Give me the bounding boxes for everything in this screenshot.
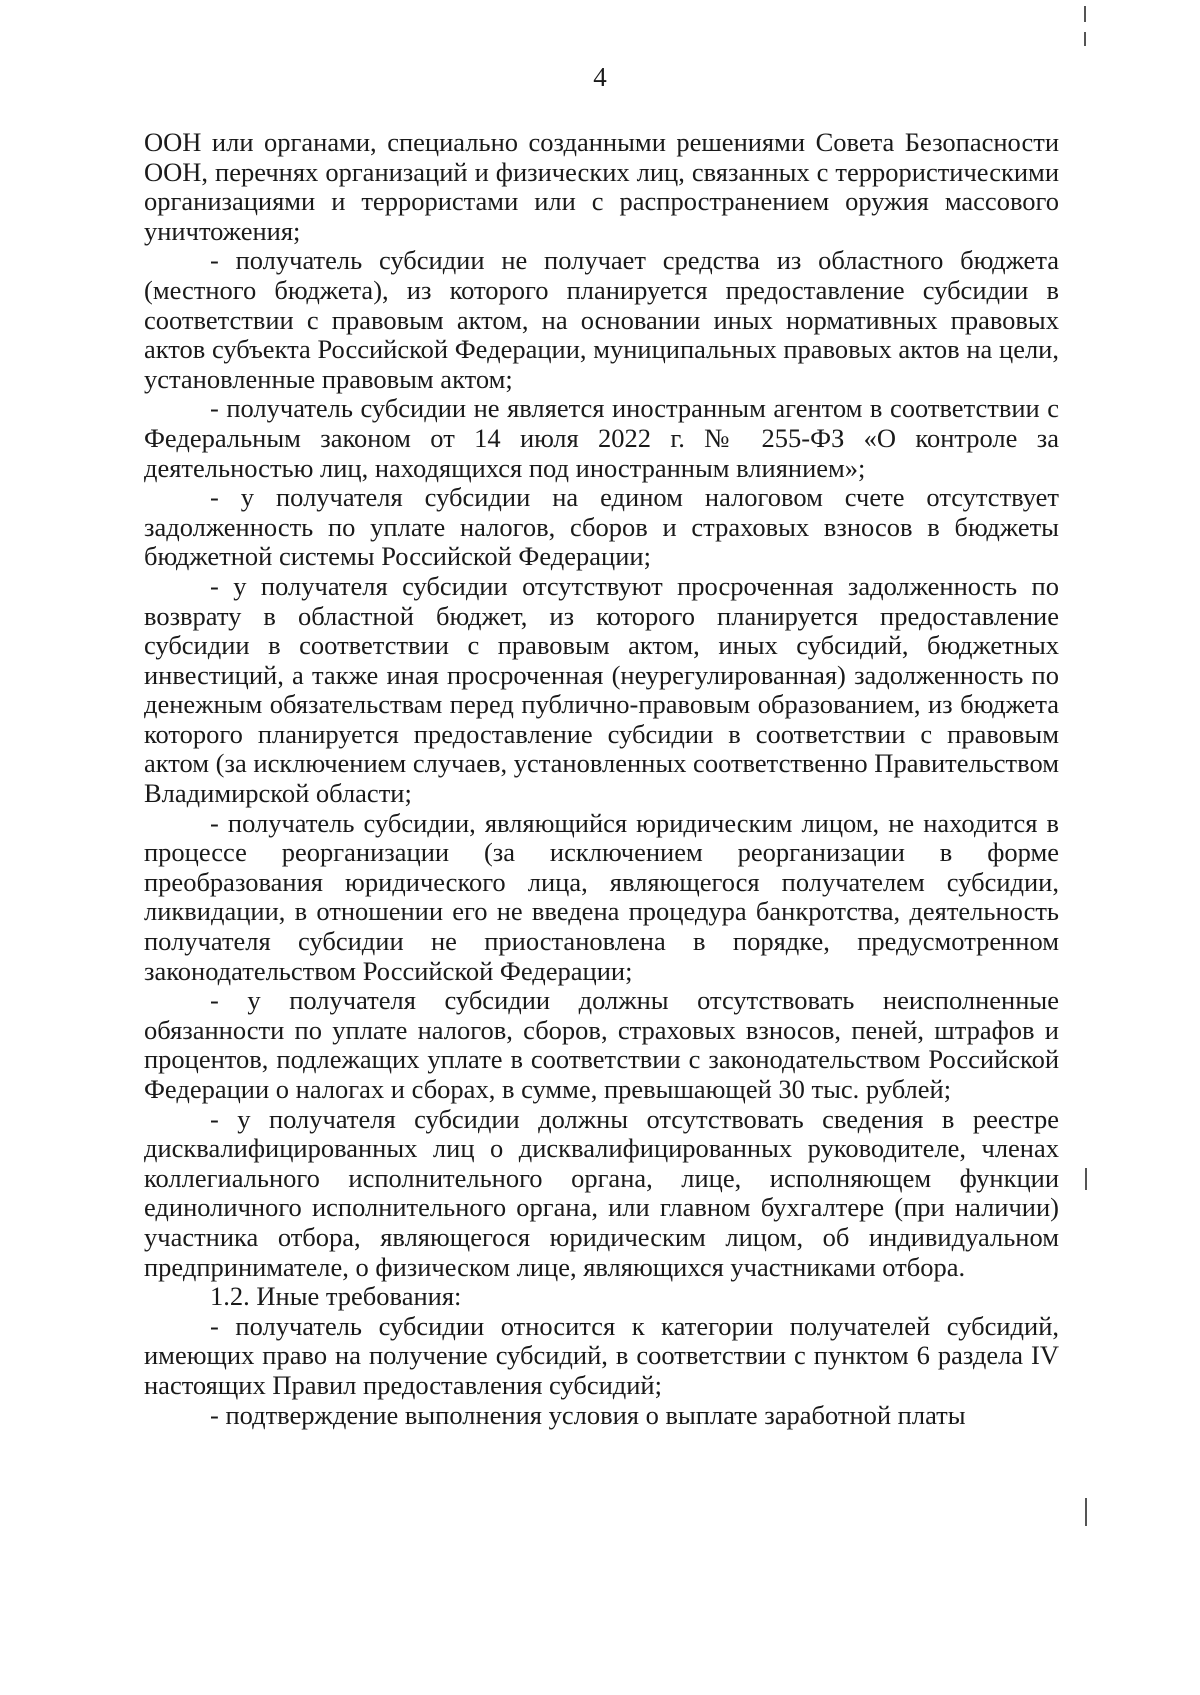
scan-artifact-line [1085,1168,1087,1190]
paragraph-not-foreign-agent: - получатель субсидии не является иностранным агентом в соответствии с Федеральным законом от 14 июля 2022 г. № 255-ФЗ «О контроле за деятельностью лиц, находящихся под иностранным влиянием»; [144,393,1059,483]
paragraph-disqualified-persons: - у получателя субсидии должны отсутствовать сведения в реестре дисквалифицированных лиц о дисквалифицированных руководителе, членах коллегиального исполнительного органа, лице, исполняющем функции единоличного исполнительного органа, или главном бухгалтере (при наличии) участника отбора, являющегося юридическим лицом, об индивидуальном предпринимателе, о физическом лице, являющихся участниками отбора. [144,1103,1059,1282]
paragraph-salary-condition: - подтверждение выполнения условия о выплате заработной платы [210,1399,966,1430]
scan-artifact-line [1085,1498,1087,1526]
paragraph-no-reorganization: - получатель субсидии, являющийся юридическим лицом, не находится в процессе реорганизации (за исключением реорганизации в форме преобразования юридического лица, являющегося получателем субсидии, ликвидации, в отношении его не введена процедура банкротства, деятельность получателя субсидии не приостановлена в порядке, предусмотренном законодательством Российской Федерации; [144,807,1059,986]
document-body [144,128,1059,1430]
paragraph-no-overdue-debt: - у получателя субсидии отсутствуют просроченная задолженность по возврату в областной бюджет, из которого планируется предоставление субсидии в соответствии с правовым актом, иных субсидий, бюджетных инвестиций, а также иная просроченная (неурегулированная) задолженность по денежным обязательствам перед публично-правовым образованием, из бюджета которого планируется предоставление субсидии в соответствии с правовым актом (за исключением случаев, установленных соответственно Правительством Владимирской области; [144,570,1059,809]
paragraph-no-unfulfilled-obligations: - у получателя субсидии должны отсутствовать неисполненные обязанности по уплате налогов, сборов, страховых взносов, пеней, штрафов и процентов, подлежащих уплате в соответствии с законодательством Российской Федерации о налогах и сборах, в сумме, превышающей 30 тыс. рублей; [144,985,1059,1104]
scan-artifact-line [1084,32,1086,46]
paragraph-sanctions-lists: ООН или органами, специально созданными решениями Совета Безопасности ООН, перечнях организаций и физических лиц, связанных с террористическими организациями и террористами или с распространением оружия массового уничтожения; [144,127,1059,246]
paragraph-no-budget-funds: - получатель субсидии не получает средства из областного бюджета (местного бюджета), из которого планируется предоставление субсидии в соответствии с правовым актом, на основании иных нормативных правовых актов субъекта Российской Федерации, муниципальных правовых актов на цели, установленные правовым актом; [144,245,1059,394]
scan-artifact-line [1084,6,1086,22]
section-heading-other-requirements: 1.2. Иные требования: [210,1281,462,1312]
paragraph-no-tax-debt: - у получателя субсидии на едином налоговом счете отсутствует задолженность по уплате налогов, сборов и страховых взносов в бюджеты бюджетной системы Российской Федерации; [144,482,1059,572]
paragraph-recipient-category: - получатель субсидии относится к категории получателей субсидий, имеющих право на получение субсидий, в соответствии с пунктом 6 раздела IV настоящих Правил предоставления субсидий; [144,1310,1059,1400]
page-number: 4 [593,62,607,92]
